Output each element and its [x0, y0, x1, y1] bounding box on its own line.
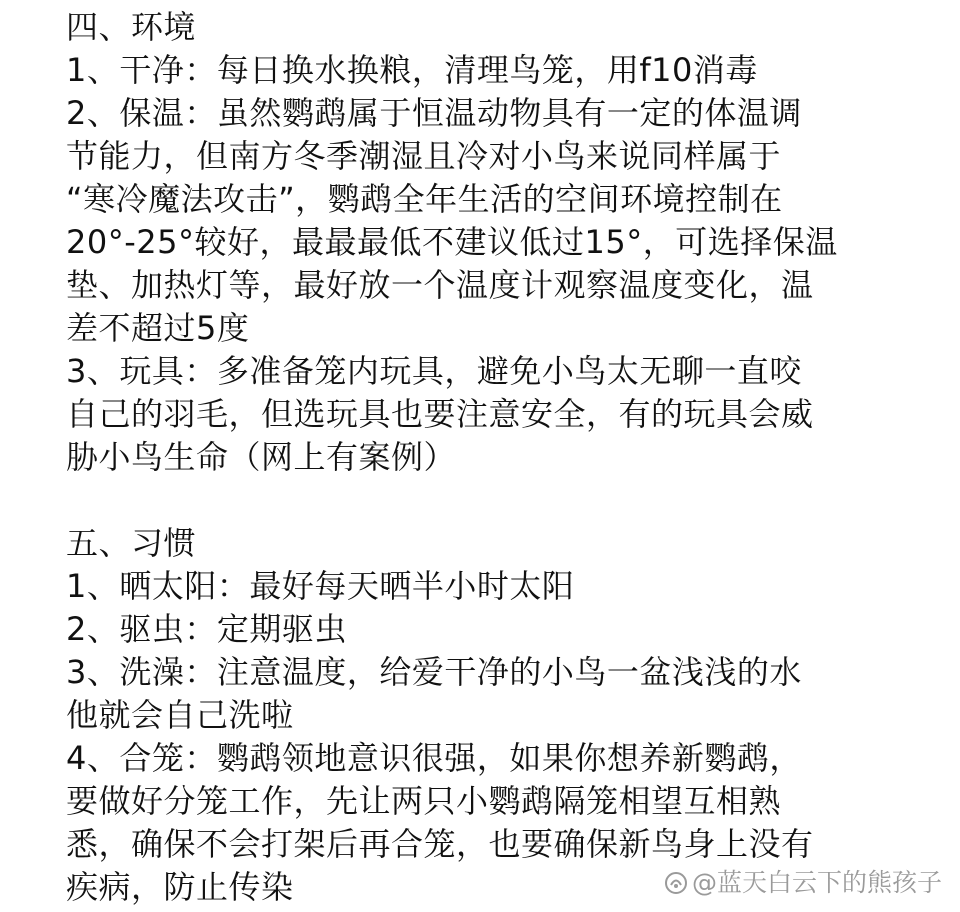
environment-line-1: 1、干净：每日换水换粮，清理鸟笼，用f10消毒	[66, 51, 758, 89]
environment-line-10: 胁小鸟生命（网上有案例）	[66, 438, 457, 476]
habits-line-5: 4、合笼：鹦鹉领地意识很强，如果你想养新鹦鹉，	[66, 739, 802, 777]
article-body	[66, 6, 946, 909]
environment-line-6: 垫、加热灯等，最好放一个温度计观察温度变化，温	[66, 266, 814, 304]
habits-line-7: 悉，确保不会打架后再合笼，也要确保新鸟身上没有	[66, 825, 814, 863]
habits-line-2: 2、驱虫：定期驱虫	[66, 610, 347, 648]
habits-line-4: 他就会自己洗啦	[66, 696, 294, 734]
environment-line-3: 节能力，但南方冬季潮湿且冷对小鸟来说同样属于	[66, 137, 782, 175]
environment-line-8: 3、玩具：多准备笼内玩具，避免小鸟太无聊一直咬	[66, 352, 802, 390]
environment-line-7: 差不超过5度	[66, 309, 250, 347]
environment-line-2: 2、保温：虽然鹦鹉属于恒温动物具有一定的体温调	[66, 94, 802, 132]
environment-line-5: 20°-25°较好，最最最低不建议低过15°，可选择保温	[66, 223, 838, 261]
habits-line-1: 1、晒太阳：最好每天晒半小时太阳	[66, 567, 575, 605]
section-heading-environment: 四、环境	[66, 8, 197, 46]
section-spacer	[66, 479, 946, 522]
habits-line-8: 疾病，防止传染	[66, 868, 294, 906]
habits-line-6: 要做好分笼工作，先让两只小鹦鹉隔笼相望互相熟	[66, 782, 782, 820]
environment-line-9: 自己的羽毛，但选玩具也要注意安全，有的玩具会威	[66, 395, 814, 433]
watermark-text: @蓝天白云下的熊孩子	[691, 868, 942, 897]
habits-line-3: 3、洗澡：注意温度，给爱干净的小鸟一盆浅浅的水	[66, 653, 802, 691]
section-heading-habits: 五、习惯	[66, 524, 197, 562]
watermark	[664, 868, 942, 898]
platform-logo-icon	[664, 871, 688, 895]
environment-line-4: “寒冷魔法攻击”，鹦鹉全年生活的空间环境控制在	[66, 180, 783, 218]
